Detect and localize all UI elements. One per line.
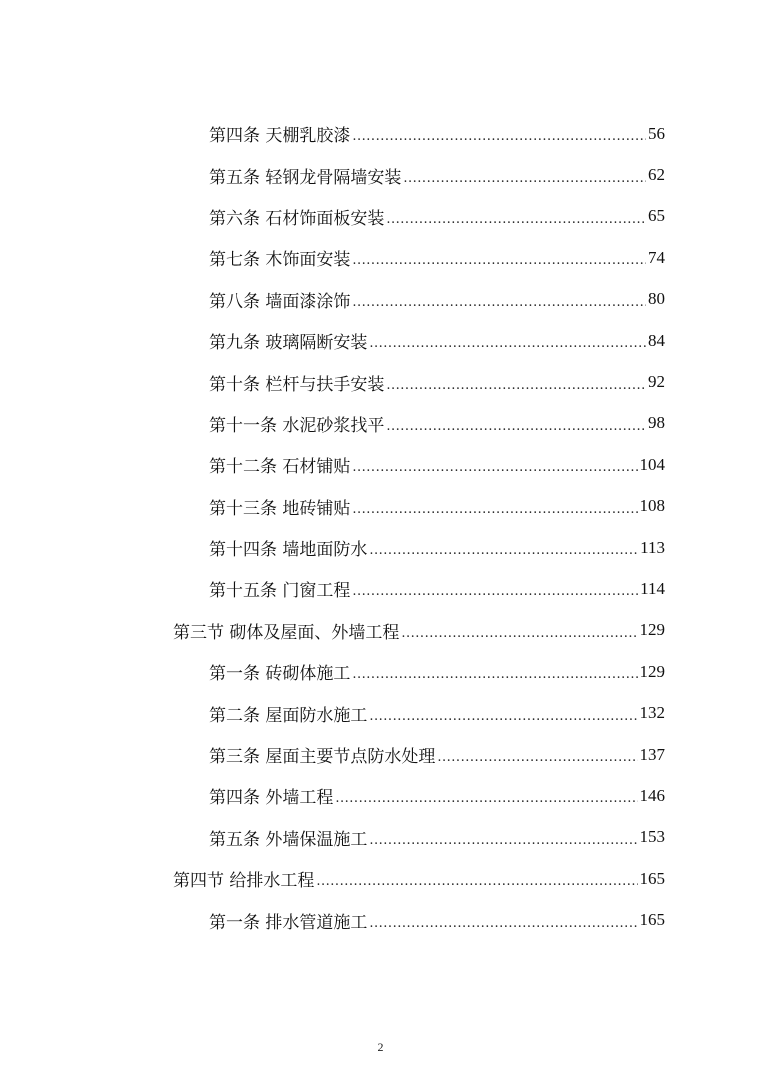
dot-leader xyxy=(386,419,646,434)
toc-entry-page: 92 xyxy=(648,372,665,392)
toc-entry[interactable] xyxy=(209,899,665,940)
toc-entry-label: 第三条 屋面主要节点防水处理 xyxy=(209,747,436,768)
toc-entry[interactable] xyxy=(209,775,665,816)
toc-entry-page: 137 xyxy=(639,744,665,764)
dot-leader xyxy=(352,129,646,144)
dot-leader xyxy=(369,916,637,931)
dot-leader xyxy=(316,874,637,889)
toc-entry[interactable] xyxy=(209,734,665,775)
toc-entry-label: 第四节 给排水工程 xyxy=(173,871,315,892)
toc-entry[interactable] xyxy=(209,361,665,402)
toc-entry-label: 第十一条 水泥砂浆找平 xyxy=(209,415,385,436)
toc-entry-page: 114 xyxy=(640,578,665,598)
toc-entry[interactable] xyxy=(209,692,665,733)
toc-entry[interactable] xyxy=(209,651,665,692)
toc-entry-page: 74 xyxy=(648,247,665,267)
toc-entry-page: 62 xyxy=(648,165,665,185)
toc-entry-label: 第十条 栏杆与扶手安装 xyxy=(209,374,385,395)
dot-leader xyxy=(369,543,638,558)
toc-entry-page: 146 xyxy=(639,785,665,805)
toc-entry-label: 第七条 木饰面安装 xyxy=(209,250,351,271)
toc-entry-label: 第十五条 门窗工程 xyxy=(209,581,351,602)
toc-entry-page: 108 xyxy=(639,496,665,516)
dot-leader xyxy=(369,833,637,848)
dot-leader xyxy=(352,584,638,599)
toc-entry[interactable] xyxy=(209,279,665,320)
toc-entry[interactable] xyxy=(209,817,665,858)
dot-leader xyxy=(386,212,646,227)
toc-entry[interactable] xyxy=(209,444,665,485)
dot-leader xyxy=(352,295,646,310)
toc-entry-page: 165 xyxy=(639,910,665,930)
toc-entry-page: 98 xyxy=(648,413,665,433)
toc-entry-label: 第一条 排水管道施工 xyxy=(209,912,368,933)
toc-entry-label: 第十三条 地砖铺贴 xyxy=(209,498,351,519)
toc-entry-label: 第四条 天棚乳胶漆 xyxy=(209,126,351,147)
toc-entry-label: 第九条 玻璃隔断安装 xyxy=(209,333,368,354)
toc-entry-page: 80 xyxy=(648,289,665,309)
dot-leader xyxy=(369,336,646,351)
dot-leader xyxy=(401,626,637,641)
toc-entry-page: 165 xyxy=(639,868,665,888)
toc-entry-page: 104 xyxy=(639,454,665,474)
toc-entry-page: 56 xyxy=(648,123,665,143)
dot-leader xyxy=(437,750,637,765)
dot-leader xyxy=(403,171,646,186)
toc-entry[interactable] xyxy=(209,320,665,361)
toc-entry[interactable] xyxy=(209,237,665,278)
toc-entry[interactable] xyxy=(209,196,665,237)
toc-entry-page: 129 xyxy=(639,620,665,640)
toc-entry-page: 129 xyxy=(639,661,665,681)
toc-entry[interactable] xyxy=(209,527,665,568)
toc-entry-label: 第二条 屋面防水施工 xyxy=(209,705,368,726)
dot-leader xyxy=(352,460,637,475)
toc-entry-label: 第五条 外墙保温施工 xyxy=(209,829,368,850)
toc-section-entry[interactable] xyxy=(173,858,665,899)
dot-leader xyxy=(352,667,637,682)
dot-leader xyxy=(335,791,637,806)
toc-entry-label: 第四条 外墙工程 xyxy=(209,788,334,809)
toc-entry-label: 第十四条 墙地面防水 xyxy=(209,540,368,561)
toc-entry-label: 第一条 砖砌体施工 xyxy=(209,664,351,685)
dot-leader xyxy=(369,709,637,724)
toc-entry-label: 第八条 墙面漆涂饰 xyxy=(209,291,351,312)
table-of-contents xyxy=(0,113,761,941)
toc-entry-label: 第三节 砌体及屋面、外墙工程 xyxy=(173,622,400,643)
toc-entry-page: 153 xyxy=(639,827,665,847)
dot-leader xyxy=(386,378,646,393)
toc-entry-page: 113 xyxy=(640,537,665,557)
toc-entry-page: 84 xyxy=(648,330,665,350)
toc-section-entry[interactable] xyxy=(173,610,665,651)
toc-entry[interactable] xyxy=(209,113,665,154)
toc-entry[interactable] xyxy=(209,568,665,609)
dot-leader xyxy=(352,502,637,517)
toc-entry[interactable] xyxy=(209,486,665,527)
toc-entry-label: 第六条 石材饰面板安装 xyxy=(209,208,385,229)
dot-leader xyxy=(352,253,646,268)
toc-entry-page: 65 xyxy=(648,206,665,226)
toc-entry[interactable] xyxy=(209,403,665,444)
page-number: 2 xyxy=(377,1040,384,1054)
toc-entry-page: 132 xyxy=(639,703,665,723)
toc-entry[interactable] xyxy=(209,154,665,195)
toc-entry-label: 第十二条 石材铺贴 xyxy=(209,457,351,478)
toc-entry-label: 第五条 轻钢龙骨隔墙安装 xyxy=(209,167,402,188)
